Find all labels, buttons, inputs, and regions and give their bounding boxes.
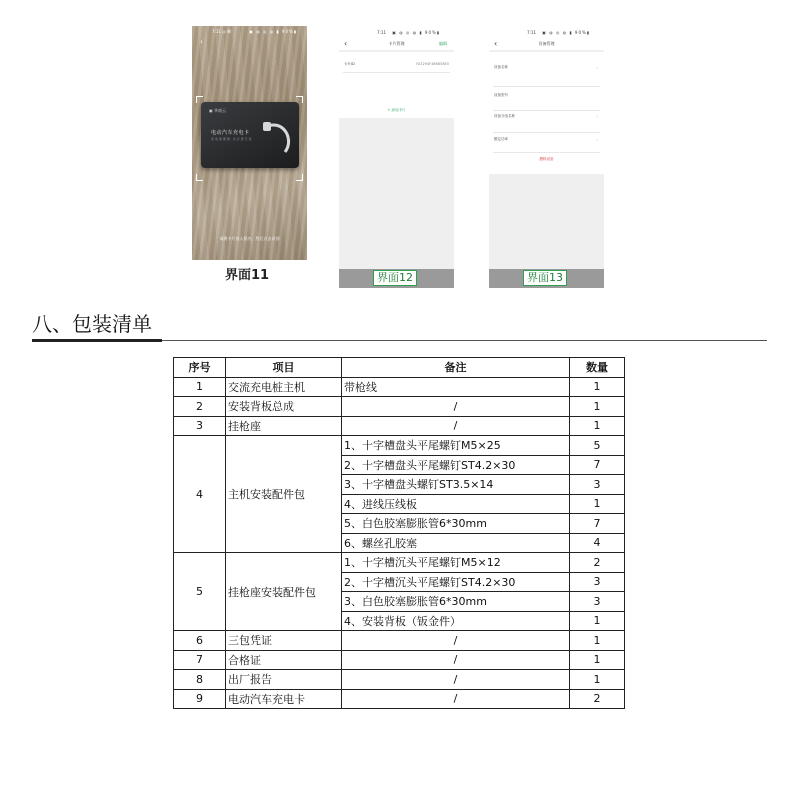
caption-bar [489,269,604,288]
card-subtitle: 充 电 更 便 捷 · 出 行 更 无 忧 [211,137,252,141]
status-icons: ▣ ◍ ◎ ◍ ▮ 90%▮ [249,29,297,34]
screen-body [339,26,454,288]
status-icons: ▣ ◍ ◎ ◍ ▮ 90%▮ [542,30,590,35]
cell-qty: 7 [570,514,625,534]
table-row [174,553,625,573]
delete-area [489,153,604,171]
cell-qty: 7 [570,455,625,475]
cell-item: 主机安装配件包 [226,436,342,553]
cell-remark: 1、十字槽沉头平尾螺钉M5×12 [342,553,570,573]
packing-list-table [173,357,625,709]
cell-qty: 2 [570,553,625,573]
cell-qty: 2 [570,689,625,709]
cell-remark: 2、十字槽沉头平尾螺钉ST4.2×30 [342,572,570,592]
divider [343,72,450,73]
header-item: 项目 [226,358,342,378]
nav-title: 卡片管理 [388,41,405,46]
cell-remark: / [342,650,570,670]
rated-power-row[interactable]: 额定功率 [494,137,508,141]
header-remark: 备注 [342,358,570,378]
table-row [174,631,625,651]
camera-preview [192,26,307,260]
cell-no: 4 [174,436,226,553]
divider [493,86,600,87]
chevron-right-icon: › [596,65,598,70]
status-time: 7:11 [527,30,536,35]
screen-body [489,26,604,288]
cell-qty: 1 [570,611,625,631]
cell-remark: 2、十字槽盘头平尾螺钉ST4.2×30 [342,455,570,475]
status-icons: ▣ ◍ ◎ ◍ ▮ 90%▮ [392,30,440,35]
cell-qty: 1 [570,650,625,670]
cell-item: 安装背板总成 [226,397,342,417]
table-row [174,397,625,417]
screen-13-caption: 界面13 [523,270,567,286]
screen-13-device-management [489,26,604,288]
cell-no: 7 [174,650,226,670]
table-header-row [174,358,625,378]
screen-11-caption: 界面11 [225,268,270,283]
cell-item: 交流充电桩主机 [226,377,342,397]
cell-remark: / [342,670,570,690]
cell-no: 5 [174,553,226,631]
cell-item: 出厂报告 [226,670,342,690]
screen-12-card-management [339,26,454,288]
table-row [174,416,625,436]
caption-bar [339,269,454,288]
cell-item: 挂枪座 [226,416,342,436]
nav-title: 设备管理 [538,41,555,46]
cell-no: 9 [174,689,226,709]
nav-bar [489,38,604,50]
back-arrow-icon[interactable]: ‹ [344,39,348,48]
section-rule [32,339,162,342]
cell-remark: 4、安装背板（钣金件） [342,611,570,631]
card-brand: ▣ 华商云 [209,108,227,113]
section-rule [162,340,767,341]
cell-no: 3 [174,416,226,436]
cell-remark: 1、十字槽盘头平尾螺钉M5×25 [342,436,570,456]
header-qty: 数量 [570,358,625,378]
chevron-right-icon: › [596,137,598,142]
cell-remark: / [342,397,570,417]
cell-remark: 带枪线 [342,377,570,397]
status-bar [192,29,307,36]
scan-hint: 请将卡片放入框内，然后点击识别 [219,236,280,241]
card-id-value[interactable]: FA3294F486658E0 [416,62,449,66]
charging-card [201,102,299,168]
cell-item: 合格证 [226,650,342,670]
chevron-right-icon: › [596,114,598,119]
divider [493,132,600,133]
cell-qty: 3 [570,572,625,592]
scan-frame-corner [296,174,303,181]
cell-no: 1 [174,377,226,397]
charging-plug-icon [263,118,293,154]
cell-qty: 5 [570,436,625,456]
device-model-row[interactable]: 设备型号 [494,93,508,97]
cell-qty: 1 [570,631,625,651]
cell-remark: / [342,689,570,709]
table-row [174,436,625,456]
cell-item: 电动汽车充电卡 [226,689,342,709]
cell-remark: 5、白色胶塞膨胀管6*30mm [342,514,570,534]
card-list [339,52,454,118]
divider [493,110,600,111]
table-row [174,670,625,690]
scan-frame-corner [196,174,203,181]
table-row [174,689,625,709]
status-bar [489,26,604,38]
cell-qty: 3 [570,592,625,612]
cell-qty: 1 [570,377,625,397]
add-card-button[interactable]: + 添加卡片 [387,108,406,112]
table-row [174,650,625,670]
cell-qty: 1 [570,494,625,514]
device-group-row[interactable]: 设备分组名称 [494,114,515,118]
status-time: 7:11 ◎ 啊 [212,29,232,34]
cell-remark: / [342,631,570,651]
cell-qty: 4 [570,533,625,553]
table-body [174,377,625,709]
header-no: 序号 [174,358,226,378]
section-title: 八、包装清单 [32,312,152,336]
cell-no: 2 [174,397,226,417]
cell-qty: 1 [570,416,625,436]
edit-button[interactable]: 编辑 [439,41,447,46]
card-title: 电动汽车充电卡 [211,130,250,136]
device-name-row[interactable]: 设备名称 [494,65,508,69]
cell-qty: 1 [570,397,625,417]
status-bar [339,26,454,38]
cell-remark: 3、十字槽盘头螺钉ST3.5×14 [342,475,570,495]
back-arrow-icon[interactable]: ‹ [494,39,498,48]
delete-device-button[interactable]: 删除设备 [539,157,554,161]
nav-bar [339,38,454,50]
cell-remark: 6、螺丝孔胶塞 [342,533,570,553]
cell-item: 挂枪座安装配件包 [226,553,342,631]
screen-12-caption: 界面12 [373,270,417,286]
cell-item: 三包凭证 [226,631,342,651]
cell-remark: 4、进线压线板 [342,494,570,514]
table-row [174,377,625,397]
back-arrow-icon[interactable]: ‹ [200,38,203,46]
card-id-label: 卡片ID [344,62,355,66]
cell-qty: 1 [570,670,625,690]
cell-no: 6 [174,631,226,651]
cell-no: 8 [174,670,226,690]
cell-qty: 3 [570,475,625,495]
cell-remark: 3、白色胶塞膨胀管6*30mm [342,592,570,612]
screen-11-card-scan [192,26,307,260]
status-time: 7:11 [377,30,386,35]
cell-remark: / [342,416,570,436]
